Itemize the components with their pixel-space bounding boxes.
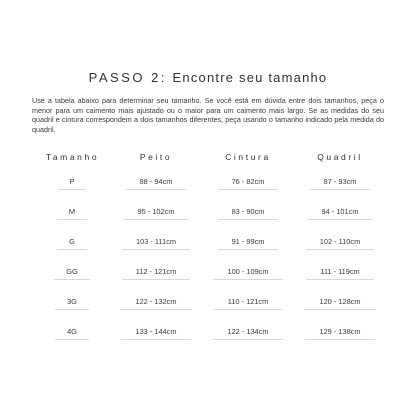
header-size: Tamanho [46,152,100,162]
waist-cell: 100 - 109cm [213,267,282,280]
table-row [32,168,384,198]
hip-cell: 120 - 128cm [305,297,374,310]
chest-cell: 95 - 102cm [124,207,189,220]
chest-cell: 122 - 132cm [121,297,190,310]
size-cell: P [58,177,87,190]
chest-cell: 88 - 94cm [126,177,187,190]
waist-cell: 83 - 90cm [218,207,279,220]
table-row [32,288,384,318]
hip-cell: 111 - 119cm [306,267,373,280]
waist-cell: 76 - 82cm [218,177,279,190]
size-cell: G [57,237,87,250]
size-cell: GG [54,267,90,280]
table-header-row [32,146,384,168]
size-cell: M [57,207,87,220]
table-row [32,198,384,228]
chest-cell: 112 - 121cm [122,267,191,280]
hip-cell: 94 - 101cm [308,207,373,220]
waist-cell: 122 - 134cm [213,327,282,340]
header-chest: Peito [139,152,173,162]
table-row [32,258,384,288]
hip-cell: 87 - 93cm [310,177,371,190]
chest-cell: 103 - 111cm [122,237,190,250]
hip-cell: 129 - 138cm [305,327,374,340]
hip-cell: 102 - 110cm [306,237,375,250]
size-table [32,146,384,348]
step-label: PASSO 2: [88,70,167,85]
table-row [32,318,384,348]
header-waist: Cintura [225,152,271,162]
size-cell: 4G [55,327,89,340]
header-hip: Quadril [317,152,363,162]
chest-cell: 133 - 144cm [121,327,190,340]
section-title [0,70,416,85]
intro-paragraph: Use a tabela abaixo para determinar seu tamanho. Se você está em dúvida entre dois tamanhos, peça o menor para um caimento mais ajustado ou o maior para um caimento mais largo. Se as medidas do seu quadril e cintura correspondem a dois tamanhos diferentes, peça usando o tamanho indicado pela medida do quadril. [32,96,384,134]
table-row [32,228,384,258]
waist-cell: 91 - 99cm [218,237,279,250]
title-text: Encontre seu tamanho [172,70,328,85]
size-cell: 3G [55,297,89,310]
waist-cell: 110 - 121cm [214,297,283,310]
